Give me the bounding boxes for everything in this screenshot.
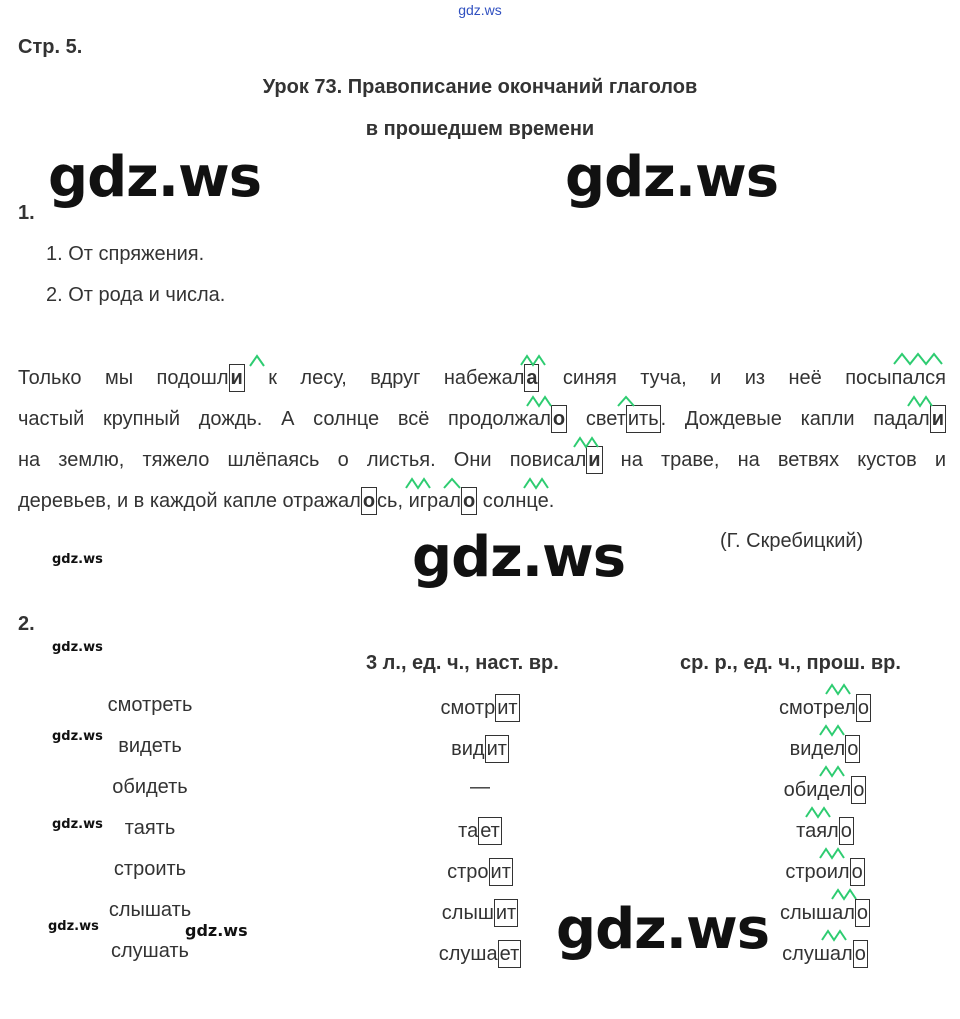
suffix-mark — [894, 354, 942, 364]
suffix-mark — [250, 356, 264, 366]
watermark-small: gdz.ws — [185, 921, 248, 940]
column-header-present: 3 л., ед. ч., наст. вр. — [366, 652, 559, 674]
suffix-mark — [406, 479, 430, 488]
infinitive: строить — [113, 858, 187, 880]
suffix-mark — [524, 479, 548, 488]
infinitive: видеть — [118, 735, 182, 757]
suffix-mark — [574, 438, 598, 447]
author: (Г. Скребицкий) — [720, 530, 864, 552]
exercise-1-number: 1. — [18, 202, 35, 224]
present-form: вид ит — [380, 735, 580, 763]
present-form: та ет — [380, 817, 580, 845]
infinitive: слышать — [108, 899, 192, 921]
suffix-mark — [908, 397, 932, 406]
present-form: смотр ит — [380, 694, 580, 722]
watermark-small: gdz.ws — [52, 552, 103, 567]
past-form: строил о — [710, 858, 940, 886]
suffix-box: ить — [626, 405, 661, 433]
watermark-large: gdz.ws — [565, 145, 779, 210]
passage-line: на землю, тяжело шлёпаясь о листья. Они повисал и на траве, на ветвях кустов и — [18, 440, 946, 481]
lesson-title-continued: в прошедшем времени — [365, 118, 595, 140]
table-row — [0, 858, 960, 899]
ending-box: о — [361, 487, 377, 515]
watermark-small: gdz.ws — [52, 729, 103, 744]
suffix-mark — [444, 479, 460, 488]
table-row — [0, 940, 960, 981]
past-form: слушал о — [710, 940, 940, 968]
page-label: Стр. 5. — [18, 36, 83, 58]
exercise-1-answer: 1. От спряжения. — [46, 243, 205, 265]
infinitive: обидеть — [112, 776, 188, 798]
passage-line: частый крупный дождь. А солнце всё продолжал о свет ить . Дождевые капли падал и — [18, 399, 946, 440]
table-row — [0, 694, 960, 735]
infinitive: слушать — [111, 940, 189, 962]
ending-box: и — [229, 364, 245, 392]
ending-box: а — [524, 364, 539, 392]
column-header-past: ср. р., ед. ч., прош. вр. — [680, 652, 901, 674]
suffix-mark — [527, 397, 551, 406]
past-form: видел о — [710, 735, 940, 763]
watermark-large: gdz.ws — [556, 897, 770, 962]
infinitive: смотреть — [107, 694, 193, 716]
exercise-1-answer: 2. От рода и числа. — [46, 284, 226, 306]
suffix-mark — [521, 356, 545, 365]
ending-box: и — [930, 405, 946, 433]
table-row — [0, 817, 960, 858]
infinitive: таять — [124, 817, 176, 839]
past-form: слышал о — [710, 899, 940, 927]
watermark-top[interactable]: gdz.ws — [458, 2, 502, 18]
table-row — [0, 899, 960, 940]
table-row — [0, 735, 960, 776]
watermark-large: gdz.ws — [412, 525, 626, 590]
present-form: слуша ет — [380, 940, 580, 968]
passage-line: деревьев, и в каждой капле отражал о сь, играл о солнце. — [18, 481, 946, 522]
lesson-title: Урок 73. Правописание окончаний глаголов — [262, 76, 698, 98]
suffix-mark — [618, 397, 634, 406]
past-form: обидел о — [710, 776, 940, 804]
watermark-large: gdz.ws — [48, 145, 262, 210]
ending-box: о — [461, 487, 477, 515]
exercise-2-number: 2. — [18, 613, 35, 635]
watermark-small: gdz.ws — [52, 817, 103, 832]
present-form-dash: — — [470, 776, 490, 798]
present-form: стро ит — [380, 858, 580, 886]
past-form: смотрел о — [710, 694, 940, 722]
present-form: слыш ит — [380, 899, 580, 927]
ending-box: о — [551, 405, 567, 433]
past-form: таял о — [710, 817, 940, 845]
ending-box: и — [586, 446, 602, 474]
passage-line: Только мы подошл и к лесу, вдруг набежал а синяя туча, и из неё посыпался — [18, 358, 946, 399]
suffix-mark — [826, 685, 850, 694]
table-row — [0, 776, 960, 817]
watermark-small: gdz.ws — [52, 640, 103, 655]
watermark-small: gdz.ws — [48, 919, 99, 934]
